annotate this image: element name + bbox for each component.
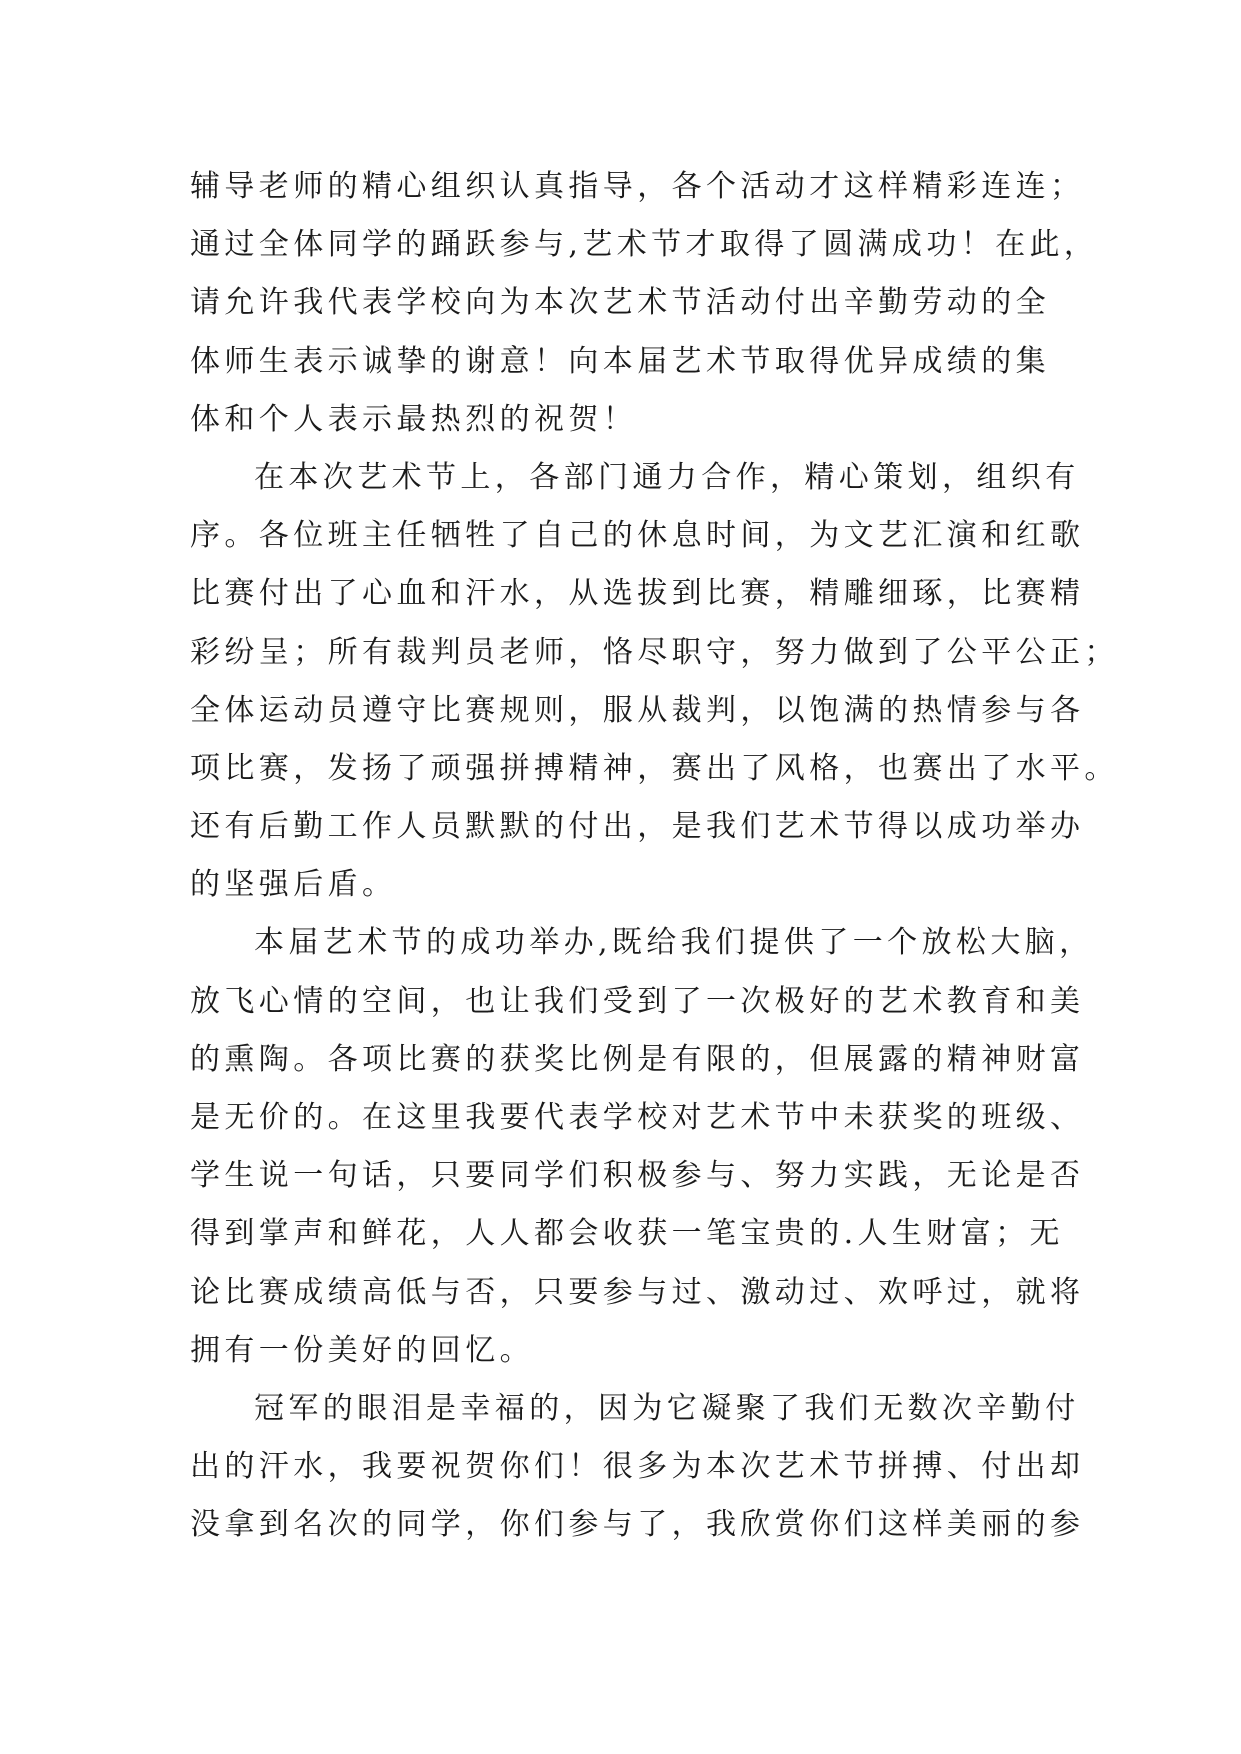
text-line: 请允许我代表学校向为本次艺术节活动付出辛勤劳动的全 [190,285,1050,321]
text-line: 还有后勤工作人员默默的付出，是我们艺术节得以成功举办 [190,809,1085,845]
paragraph-start-line: 本届艺术节的成功举办,既给我们提供了一个放松大脑， [254,925,1094,961]
text-line: 彩纷呈；所有裁判员老师，恪尽职守，努力做到了公平公正； [190,634,1119,670]
paragraph-start-line: 冠军的眼泪是幸福的，因为它凝聚了我们无数次辛勤付 [254,1390,1080,1426]
text-line: 序。各位班主任牺牲了自己的休息时间，为文艺汇演和红歌 [190,518,1085,554]
document-body [190,158,1119,1555]
text-line: 体和个人表示最热烈的祝贺！ [190,401,638,437]
text-line: 是无价的。在这里我要代表学校对艺术节中未获奖的班级、 [190,1100,1085,1135]
text-line: 辅导老师的精心组织认真指导，各个活动才这样精彩连连； [190,169,1085,204]
text-line: 放飞心情的空间，也让我们受到了一次极好的艺术教育和美 [190,983,1085,1019]
text-line: 的坚强后盾。 [190,867,397,903]
paragraph-start-line: 在本次艺术节上，各部门通力合作，精心策划，组织有 [254,459,1080,495]
text-line: 论比赛成绩高低与否，只要参与过、激动过、欢呼过，就将 [190,1274,1085,1310]
text-line: 没拿到名次的同学，你们参与了，我欣赏你们这样美丽的参 [190,1507,1085,1543]
text-line: 体师生表示诚挚的谢意！向本届艺术节取得优异成绩的集 [190,343,1050,379]
text-line: 出的汗水，我要祝贺你们！很多为本次艺术节拼搏、付出却 [190,1449,1085,1485]
text-line: 全体运动员遵守比赛规则，服从裁判，以饱满的热情参与各 [190,692,1085,728]
text-line: 比赛付出了心血和汗水，从选拔到比赛，精雕细琢，比赛精 [190,576,1085,612]
text-line: 通过全体同学的踊跃参与,艺术节才取得了圆满成功！在此， [190,227,1099,263]
text-line: 得到掌声和鲜花，人人都会收获一笔宝贵的.人生财富；无 [190,1216,1064,1252]
text-line: 项比赛，发扬了顽强拼搏精神，赛出了风格，也赛出了水平。 [190,750,1119,786]
text-line: 拥有一份美好的回忆。 [190,1332,534,1368]
text-line: 的熏陶。各项比赛的获奖比例是有限的，但展露的精神财富 [190,1041,1085,1077]
text-line: 学生说一句话，只要同学们积极参与、努力实践，无论是否 [190,1158,1085,1194]
